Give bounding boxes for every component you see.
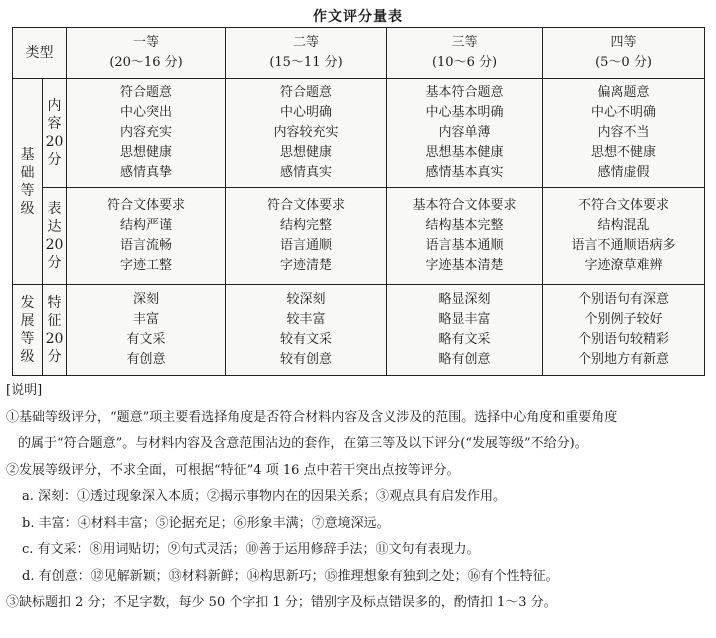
- page-title: 作文评分量表: [313, 9, 403, 25]
- row-label-features: 特 征 20 分: [43, 285, 67, 376]
- corner-label: 类型: [13, 28, 67, 79]
- grade-header: [67, 28, 226, 79]
- header-row: [13, 28, 705, 79]
- group-label-basic: 基 础 等 级: [13, 79, 43, 285]
- table-cell: 较深刻 较丰富 较有文采 较有创意: [226, 285, 387, 376]
- note-2: ②发展等级评分，不求全面，可根据“特征”4 项 16 点中若干突出点按等评分。: [6, 462, 460, 478]
- table-row: [13, 79, 705, 188]
- table-row: [13, 188, 705, 285]
- grade-name: 四等: [610, 35, 637, 50]
- grade-header: [226, 28, 387, 79]
- row-label-content: 内 容 20 分: [43, 79, 67, 188]
- row-label-expression: 表 达 20 分: [43, 188, 67, 285]
- note-2a: a. 深刻：①透过现象深入本质；②揭示事物内在的因果关系；③观点具有启发作用。: [22, 489, 507, 504]
- note-2b: b. 丰富：④材料丰富；⑤论据充足；⑥形象丰满；⑦意境深远。: [22, 515, 390, 531]
- table-cell: 符合题意 中心突出 内容充实 思想健康 感情真挚: [67, 79, 226, 188]
- table-cell: 符合文体要求 结构严谨 语言流畅 字迹工整: [67, 188, 226, 285]
- table-row: [13, 285, 705, 376]
- note-1-continued: 的属于“符合题意”。与材料内容及含意范围沾边的套作，在第三等及以下评分(“发展等级”不给分)。: [18, 436, 588, 451]
- table-cell: 深刻 丰富 有文采 有创意: [67, 285, 226, 376]
- table-cell: 基本符合题意 中心基本明确 内容单薄 思想基本健康 感情基本真实: [387, 79, 543, 188]
- grade-range: (10～6 分): [431, 55, 498, 70]
- table-cell: 略显深刻 略显丰富 略有文采 略有创意: [387, 285, 543, 376]
- grade-name: 二等: [292, 35, 319, 50]
- note-3: ③缺标题扣 2 分；不足字数，每少 50 个字扣 1 分；错别字及标点错误多的，酌情扣 1～3 分。: [6, 595, 557, 610]
- note-2c: c. 有文采：⑧用词贴切；⑨句式灵活；⑩善于运用修辞手法；⑪文句有表现力。: [22, 542, 480, 557]
- table-cell: 符合文体要求 结构完整 语言通顺 字迹清楚: [226, 188, 387, 285]
- grade-name: 一等: [132, 35, 159, 50]
- note-1: ①基础等级评分，“题意”项主要看选择角度是否符合材料内容及含义涉及的范围。选择中心角度和重要角度: [6, 409, 618, 425]
- grade-range: (15～11 分): [269, 55, 343, 70]
- group-label-development: 发 展 等 级: [13, 285, 43, 376]
- grade-range: (20～16 分): [109, 55, 183, 70]
- notes-section: [6, 378, 712, 617]
- scoring-table: [12, 27, 705, 376]
- table-cell: 基本符合文体要求 结构基本完整 语言基本通顺 字迹基本清楚: [387, 188, 543, 285]
- grade-header: [387, 28, 543, 79]
- notes-heading: [说明]: [6, 383, 43, 398]
- table-cell: 符合题意 中心明确 内容较充实 思想健康 感情真实: [226, 79, 387, 188]
- table-cell: 偏离题意 中心不明确 内容不当 思想不健康 感情虚假: [543, 79, 705, 188]
- grade-name: 三等: [451, 35, 478, 50]
- note-2d: d. 有创意：⑫见解新颖；⑬材料新鲜；⑭构思新巧；⑮推理想象有独到之处；⑯有个性特征。: [22, 568, 559, 584]
- table-cell: 个别语句有深意 个别例子较好 个别语句较精彩 个别地方有新意: [543, 285, 705, 376]
- grade-header: [543, 28, 705, 79]
- grade-range: (5～0 分): [595, 55, 652, 70]
- table-cell: 不符合文体要求 结构混乱 语言不通顺语病多 字迹潦草难辨: [543, 188, 705, 285]
